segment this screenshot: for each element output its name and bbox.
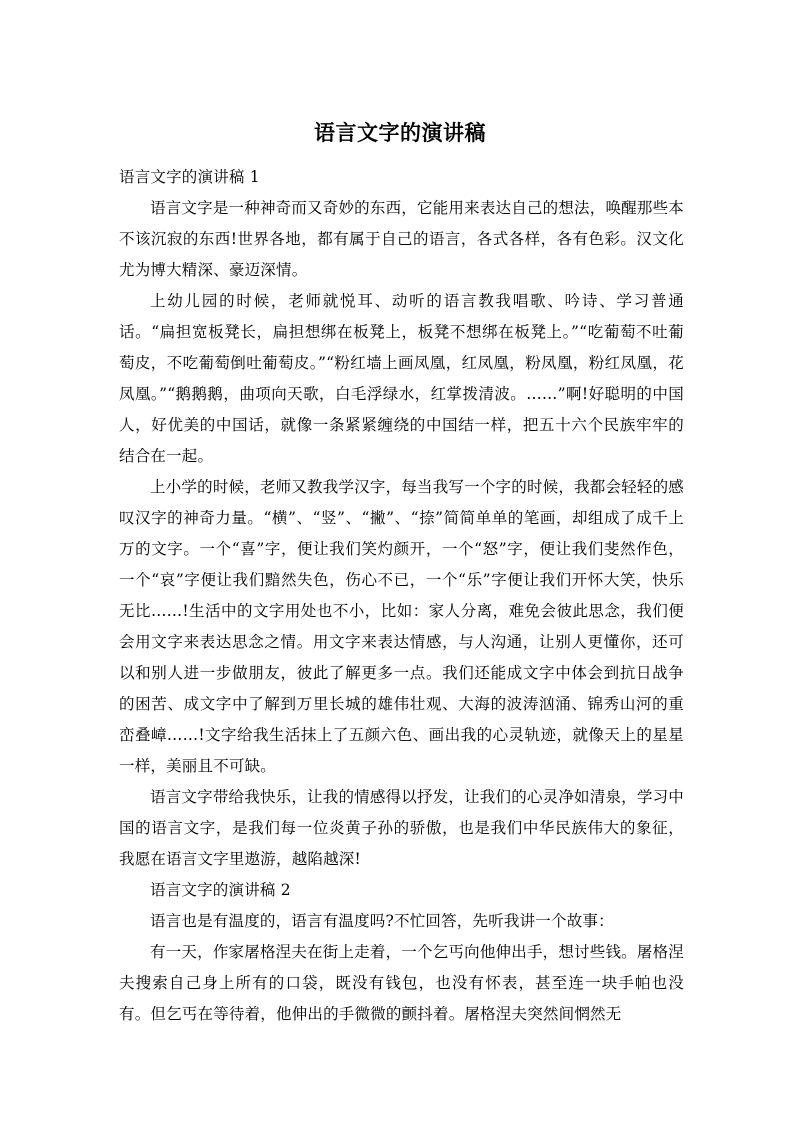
paragraph: 有一天，作家屠格涅夫在街上走着，一个乞丐向他伸出手，想讨些钱。屠格涅夫搜索自己身上所有的口袋，既没有钱包，也没有怀表，甚至连一块手帕也没有。但乞丐在等待着，他伸出的手微微的颤抖着。屠格涅夫突然间惘然无 xyxy=(119,943,684,1023)
section-heading: 语言文字的演讲稿 1 xyxy=(119,168,260,186)
document-body xyxy=(119,162,684,1030)
document-title: 语言文字的演讲稿 xyxy=(314,121,486,145)
paragraph: 上小学的时候，老师又教我学汉字，每当我写一个字的时候，我都会轻轻的感叹汉字的神奇力量。“横”、“竖”、“撇”、“捺”简简单单的笔画，却组成了成千上万的文字。一个“喜”字，便让我们笑灼颜开，一个“怒”字，便让我们斐然作色，一个“哀”字便让我们黯然失色，伤心不已，一个“乐”字便让我们开怀大笑，快乐无比……!生活中的文字用处也不小，比如：家人分离，难免会彼此思念，我们便会用文字来表达思念之情。用文字来表达情感，与人沟通，让别人更懂你，还可以和别人进一步做朋友，彼此了解更多一点。我们还能成文字中体会到抗日战争的困苦、成文字中了解到万里长城的雄伟壮观、大海的波涛汹涌、锦秀山河的重峦叠嶂……!文字给我生活抹上了五颜六色、画出我的心灵轨迹，就像天上的星星一样，美丽且不可缺。 xyxy=(119,478,684,775)
paragraph: 语言也是有温度的，语言有温度吗?不忙回答，先听我讲一个故事： xyxy=(150,912,614,930)
paragraph: 语言文字带给我快乐，让我的情感得以抒发，让我们的心灵净如清泉，学习中国的语言文字，是我们每一位炎黄子孙的骄傲，也是我们中华民族伟大的象征，我愿在语言文字里遨游，越陷越深! xyxy=(119,788,684,868)
section-heading: 语言文字的演讲稿 2 xyxy=(150,881,291,899)
paragraph: 上幼儿园的时候，老师就悦耳、动听的语言教我唱歌、吟诗、学习普通话。“扁担宽板凳长，扁担想绑在板凳上，板凳不想绑在板凳上。”“吃葡萄不吐葡萄皮，不吃葡萄倒吐葡萄皮。”“粉红墙上画凤凰，红凤凰，粉凤凰，粉红凤凰，花凤凰。”“鹅鹅鹅，曲项向天歌，白毛浮绿水，红掌拨清波。……”啊!好聪明的中国人，好优美的中国话，就像一条紧紧缠绕的中国结一样，把五十六个民族牢牢的结合在一起。 xyxy=(119,292,684,465)
paragraph: 语言文字是一种神奇而又奇妙的东西，它能用来表达自己的想法，唤醒那些本不该沉寂的东西!世界各地，都有属于自己的语言，各式各样，各有色彩。汉文化尤为博大精深、豪迈深情。 xyxy=(119,199,684,279)
